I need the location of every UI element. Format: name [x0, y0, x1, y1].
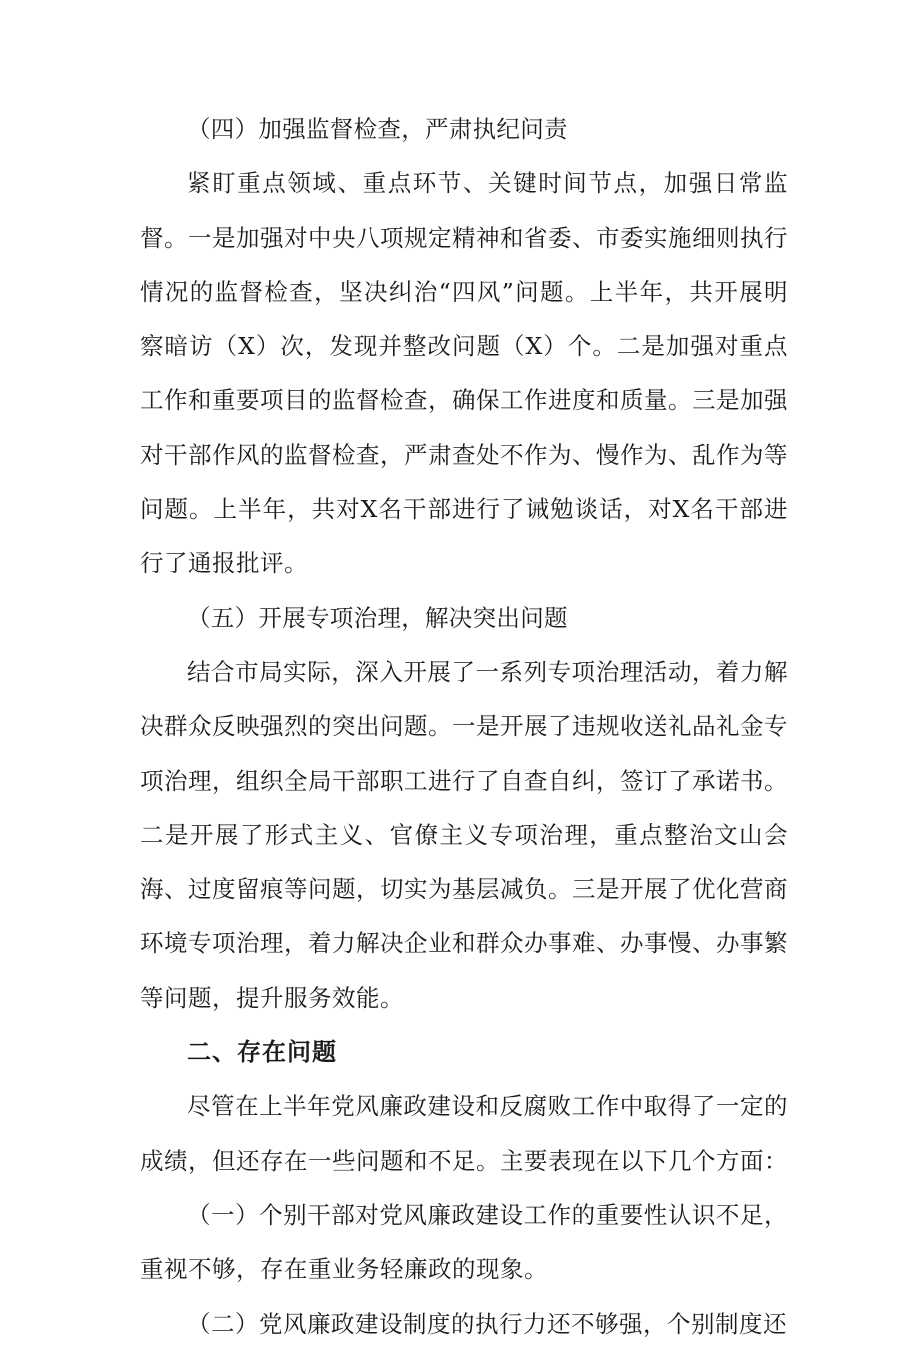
section-heading-problems: 二、存在问题 — [187, 1038, 337, 1067]
paragraph-special-governance-body: 结合市局实际，深入开展了一系列专项治理活动，着力解决群众反映强烈的突出问题。一是开展了违规收送礼品礼金专项治理，组织全局干部职工进行了自查自纠，签订了承诺书。二是开展了形式主义、官僚主义专项治理，重点整治文山会海、过度留痕等问题，切实为基层减负。三是开展了优化营商环境专项治理，着力解决企业和群众办事难、办事慢、办事繁等问题，提升服务效能。 — [140, 657, 788, 1012]
paragraph-problem-two: （二）党风廉政建设制度的执行力还不够强，个别制度还 — [187, 1309, 787, 1338]
paragraph-problems-intro: 尽管在上半年党风廉政建设和反腐败工作中取得了一定的成绩，但还存在一些问题和不足。主要表现在以下几个方面： — [140, 1092, 788, 1175]
paragraph-problem-one: （一）个别干部对党风廉政建设工作的重要性认识不足，重视不够，存在重业务轻廉政的现象。 — [140, 1200, 788, 1284]
document-page — [140, 102, 788, 1351]
paragraph-supervision-body: 紧盯重点领域、重点环节、关键时间节点，加强日常监督。一是加强对中央八项规定精神和省委、市委实施细则执行情况的监督检查，坚决纠治“四风”问题。上半年，共开展明察暗访（X）次，发现并整改问题（X）个。二是加强对重点工作和重要项目的监督检查，确保工作进度和质量。三是加强对干部作风的监督检查，严肃查处不作为、慢作为、乱作为等问题。上半年，共对X名干部进行了诫勉谈话，对X名干部进行了通报批评。 — [140, 169, 788, 578]
subheading-supervision: （四）加强监督检查，严肃执纪问责 — [187, 115, 568, 143]
subheading-special-governance: （五）开展专项治理，解决突出问题 — [187, 603, 568, 632]
